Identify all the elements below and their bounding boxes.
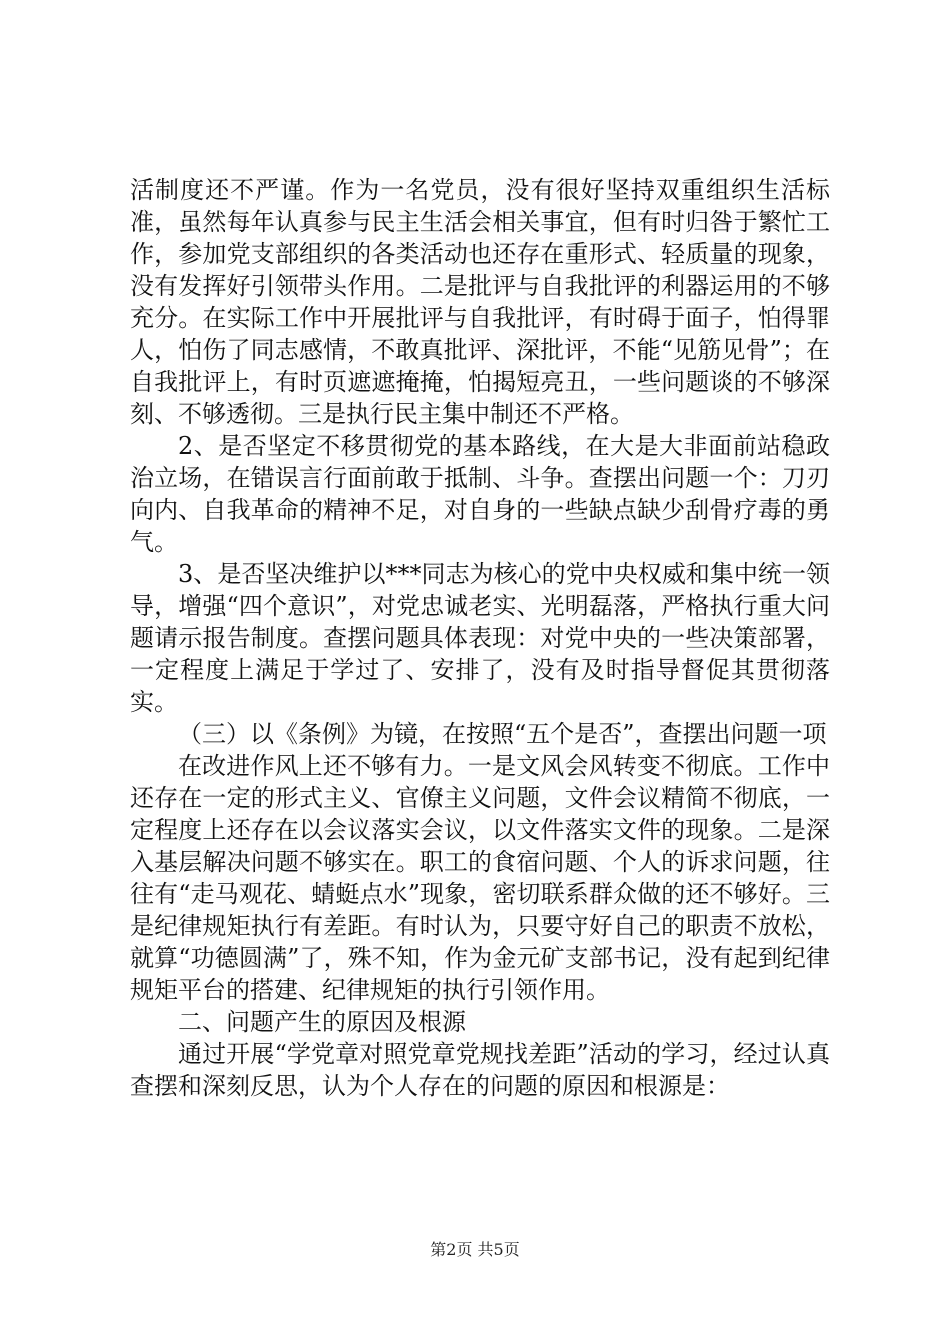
paragraph-5: 在改进作风上还不够有力。一是文风会风转变不彻底。工作中还存在一定的形式主义、官僚主义问题，文件会议精简不彻底，一定程度上还存在以会议落实会议，以文件落实文件的现象。二是深入基层解决问题不够实在。职工的食宿问题、个人的诉求问题，往往有“走马观花、蜻蜓点水”现象，密切联系群众做的还不够好。三是纪律规矩执行有差距。有时认为，只要守好自己的职责不放松，就算“功德圆满”了，殊不知，作为金元矿支部书记，没有起到纪律规矩平台的搭建、纪律规矩的执行引领作用。 — [130, 752, 830, 1004]
document-body — [130, 174, 830, 1102]
section-heading-3: （三）以《条例》为镜，在按照“五个是否”，查摆出问题一项 — [178, 720, 827, 748]
page-number: 第2页 共5页 — [430, 1240, 520, 1259]
paragraph-7: 通过开展“学党章对照党章党规找差距”活动的学习，经过认真查摆和深刻反思，认为个人存在的问题的原因和根源是： — [130, 1040, 830, 1100]
section-heading-2: 二、问题产生的原因及根源 — [178, 1008, 466, 1036]
paragraph-2: 2、是否坚定不移贯彻党的基本路线，在大是大非面前站稳政治立场，在错误言行面前敢于抵制、斗争。查摆出问题一个：刀刃向内、自我革命的精神不足，对自身的一些缺点缺少刮骨疗毒的勇气。 — [130, 432, 830, 556]
paragraph-1: 活制度还不严谨。作为一名党员，没有很好坚持双重组织生活标准，虽然每年认真参与民主生活会相关事宜，但有时归咎于繁忙工作，参加党支部组织的各类活动也还存在重形式、轻质量的现象，没有发挥好引领带头作用。二是批评与自我批评的利器运用的不够充分。在实际工作中开展批评与自我批评，有时碍于面子，怕得罪人，怕伤了同志感情，不敢真批评、深批评，不能“见筋见骨”；在自我批评上，有时页遮遮掩掩，怕揭短亮丑，一些问题谈的不够深刻、不够透彻。三是执行民主集中制还不严格。 — [130, 176, 830, 428]
paragraph-3: 3、是否坚决维护以***同志为核心的党中央权威和集中统一领导，增强“四个意识”，对党忠诚老实、光明磊落，严格执行重大问题请示报告制度。查摆问题具体表现：对党中央的一些决策部署，一定程度上满足于学过了、安排了，没有及时指导督促其贯彻落实。 — [130, 560, 830, 716]
page-footer — [0, 1240, 950, 1260]
